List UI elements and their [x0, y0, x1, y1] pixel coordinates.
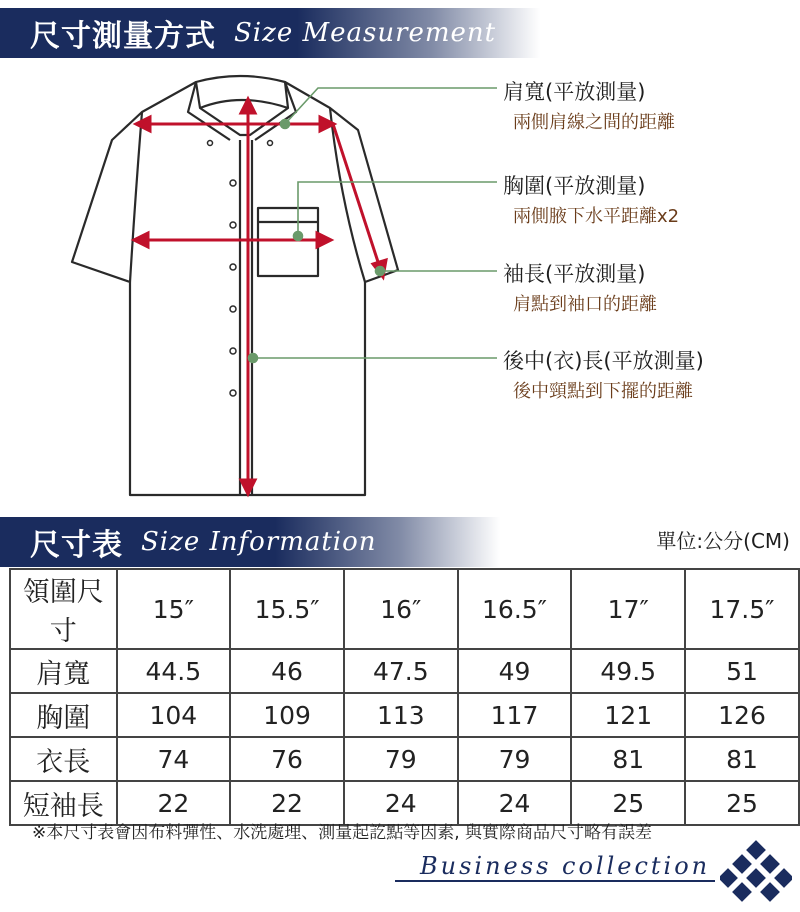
- footer-underline: [395, 880, 715, 882]
- table-row: [10, 737, 799, 781]
- length-label: [503, 345, 704, 403]
- diamond-logo-icon: [720, 838, 792, 910]
- table-cell: 104: [117, 693, 231, 737]
- table-cell: 46: [230, 649, 344, 693]
- table-cell: 16.5″: [458, 569, 572, 649]
- sleeve-label-title: 袖長(平放測量): [503, 262, 646, 286]
- row-header: 肩寬: [10, 649, 117, 693]
- table-cell: 22: [117, 781, 231, 825]
- length-label-desc: 後中頸點到下擺的距離: [513, 381, 693, 402]
- unit-label: 單位:公分(CM): [656, 529, 790, 553]
- table-row: [10, 569, 799, 649]
- measurement-banner: [0, 8, 540, 58]
- table-cell: 79: [458, 737, 572, 781]
- size-info-title-en: Size Information: [141, 527, 377, 557]
- chest-label: [503, 170, 679, 228]
- shirt-outline: [72, 76, 398, 495]
- table-cell: 44.5: [117, 649, 231, 693]
- table-cell: 15″: [117, 569, 231, 649]
- table-cell: 22: [230, 781, 344, 825]
- table-cell: 109: [230, 693, 344, 737]
- table-cell: 117: [458, 693, 572, 737]
- table-cell: 47.5: [344, 649, 458, 693]
- measurement-title-cn: 尺寸測量方式: [30, 19, 216, 54]
- shoulder-label-title: 肩寬(平放測量): [503, 80, 646, 104]
- measurement-title-en: Size Measurement: [234, 18, 497, 48]
- table-cell: 79: [344, 737, 458, 781]
- leader-lines: [249, 88, 498, 363]
- chest-label-desc: 兩側腋下水平距離x2: [513, 206, 680, 227]
- brand-tagline: Business collection: [420, 852, 711, 880]
- table-cell: 24: [458, 781, 572, 825]
- sleeve-label: [503, 258, 657, 316]
- table-row: [10, 693, 799, 737]
- table-cell: 51: [685, 649, 799, 693]
- length-label-title: 後中(衣)長(平放測量): [503, 349, 704, 373]
- shirt-measurement-diagram: [0, 60, 800, 510]
- table-cell: 16″: [344, 569, 458, 649]
- shoulder-label-desc: 兩側肩線之間的距離: [513, 112, 675, 133]
- chest-label-title: 胸圍(平放測量): [503, 174, 646, 198]
- table-cell: 49.5: [571, 649, 685, 693]
- measurement-arrows: [134, 99, 386, 494]
- table-cell: 17″: [571, 569, 685, 649]
- table-cell: 15.5″: [230, 569, 344, 649]
- shoulder-label: [503, 76, 675, 134]
- row-header: 領圍尺寸: [10, 569, 117, 649]
- table-cell: 49: [458, 649, 572, 693]
- table-cell: 126: [685, 693, 799, 737]
- disclaimer-note: ※本尺寸表會因布料彈性、水洗處理、測量起訖點等因素, 與實際商品尺寸略有誤差: [32, 823, 653, 843]
- table-cell: 74: [117, 737, 231, 781]
- table-cell: 25: [571, 781, 685, 825]
- table-cell: 121: [571, 693, 685, 737]
- size-table: [9, 568, 800, 826]
- table-cell: 25: [685, 781, 799, 825]
- table-row: [10, 649, 799, 693]
- table-cell: 113: [344, 693, 458, 737]
- row-header: 衣長: [10, 737, 117, 781]
- table-cell: 81: [685, 737, 799, 781]
- table-cell: 76: [230, 737, 344, 781]
- row-header: 胸圍: [10, 693, 117, 737]
- sleeve-label-desc: 肩點到袖口的距離: [513, 294, 657, 315]
- table-cell: 17.5″: [685, 569, 799, 649]
- table-cell: 81: [571, 737, 685, 781]
- row-header: 短袖長: [10, 781, 117, 825]
- table-cell: 24: [344, 781, 458, 825]
- size-info-title-cn: 尺寸表: [30, 528, 123, 563]
- size-info-banner: [0, 517, 500, 567]
